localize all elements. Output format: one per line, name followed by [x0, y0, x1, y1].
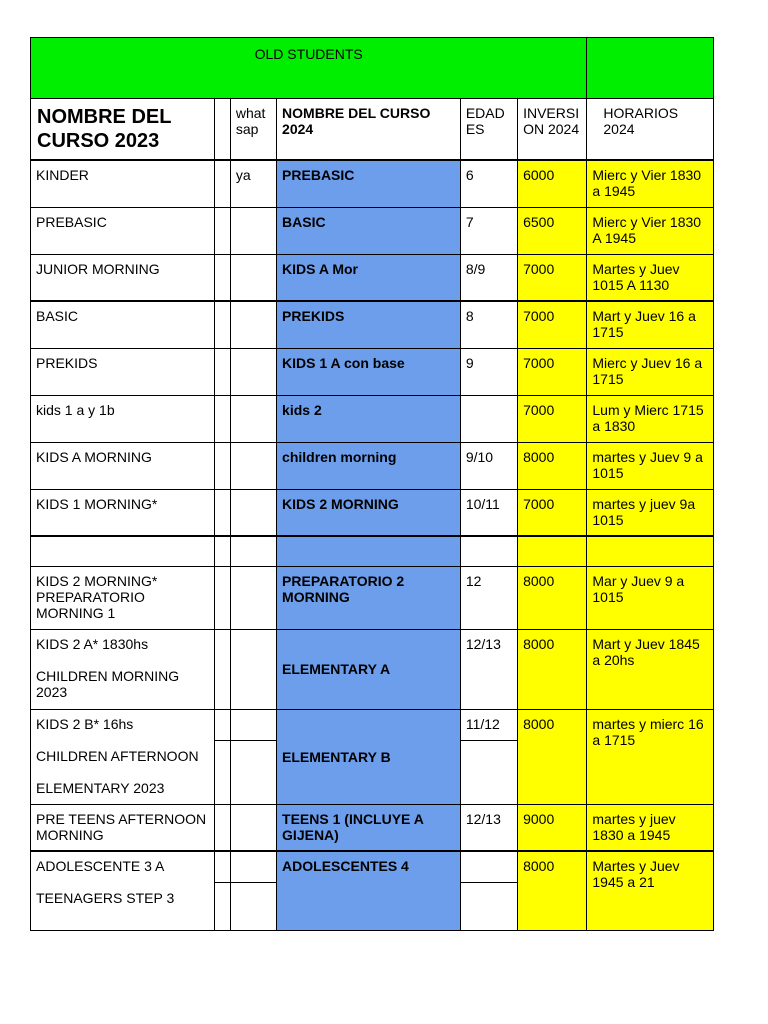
schedule: Lum y Mierc 1715 a 1830 [587, 395, 714, 442]
table-row [31, 442, 714, 489]
table-row [31, 348, 714, 395]
new-course: ELEMENTARY B [277, 709, 461, 804]
age: 11/12 [460, 709, 517, 740]
old-course: PREBASIC [31, 207, 215, 254]
schedule: Mierc y Vier 1830 A 1945 [587, 207, 714, 254]
old-course: PRE TEENS AFTERNOON MORNING [31, 804, 215, 851]
whatsap-status [230, 804, 276, 851]
age: 7 [460, 207, 517, 254]
schedule: Mart y Juev 1845 a 20hs [587, 629, 714, 709]
price: 7000 [518, 301, 587, 348]
new-course: kids 2 [277, 395, 461, 442]
schedule: Mierc y Juev 16 a 1715 [587, 348, 714, 395]
banner-corner [587, 38, 714, 99]
banner-title: OLD STUDENTS [254, 46, 363, 62]
whatsap-status [230, 395, 276, 442]
whatsap-status [230, 629, 276, 709]
header-course-2023: NOMBRE DEL CURSO 2023 [31, 99, 215, 161]
price: 9000 [518, 804, 587, 851]
whatsap-status [230, 709, 276, 740]
old-course-cell [31, 851, 215, 930]
new-course: KIDS 2 MORNING [277, 489, 461, 536]
old-course-note: CHILDREN MORNING 2023 [36, 667, 180, 700]
whatsap-status [230, 348, 276, 395]
table-row [31, 851, 714, 882]
whatsap-status: ya [230, 160, 276, 207]
header-course-2024: NOMBRE DEL CURSO 2024 [277, 99, 461, 161]
new-course: PREPARATORIO 2 MORNING [277, 566, 461, 629]
schedule: martes y juev 1830 a 1945 [587, 804, 714, 851]
whatsap-status [230, 566, 276, 629]
old-course: KIDS 2 A* 1830hs [36, 635, 149, 652]
age: 6 [460, 160, 517, 207]
price: 7000 [518, 489, 587, 536]
header-schedule: HORARIOS 2024 [587, 99, 714, 161]
price: 6500 [518, 207, 587, 254]
schedule: Mart y Juev 16 a 1715 [587, 301, 714, 348]
new-course: ELEMENTARY A [277, 629, 461, 709]
blank-cell [214, 442, 230, 489]
schedule: Martes y Juev 1015 A 1130 [587, 254, 714, 301]
blank-cell [214, 882, 230, 930]
blank-cell [214, 740, 230, 804]
whatsap-status [230, 489, 276, 536]
header-ages: EDAD ES [460, 99, 517, 161]
table-row [31, 207, 714, 254]
old-course: PREKIDS [31, 348, 215, 395]
blank-cell [214, 348, 230, 395]
whatsap-status [230, 301, 276, 348]
price: 7000 [518, 348, 587, 395]
price: 6000 [518, 160, 587, 207]
old-course: BASIC [31, 301, 215, 348]
price: 8000 [518, 566, 587, 629]
old-course: ADOLESCENTE 3 A [36, 858, 165, 874]
blank-cell [230, 882, 276, 930]
table-row [31, 395, 714, 442]
age: 12/13 [460, 804, 517, 851]
price: 8000 [518, 442, 587, 489]
old-course: KIDS 2 B* 16hs [36, 715, 134, 732]
old-course: KIDS A MORNING [31, 442, 215, 489]
schedule: Martes y Juev 1945 a 21 [587, 851, 714, 930]
table-row [31, 566, 714, 629]
age [460, 395, 517, 442]
course-table-sheet [30, 37, 714, 931]
price: 8000 [518, 851, 587, 930]
schedule: martes y Juev 9 a 1015 [587, 442, 714, 489]
whatsap-status [230, 254, 276, 301]
blank-cell [214, 207, 230, 254]
old-course: KIDS 2 MORNING* PREPARATORIO MORNING 1 [31, 566, 215, 629]
price: 8000 [518, 629, 587, 709]
new-course [277, 536, 461, 566]
age: 12 [460, 566, 517, 629]
old-course: KINDER [31, 160, 215, 207]
new-course: children morning [277, 442, 461, 489]
age: 8/9 [460, 254, 517, 301]
old-course: KIDS 1 MORNING* [31, 489, 215, 536]
new-course: PREBASIC [277, 160, 461, 207]
schedule: martes y mierc 16 a 1715 [587, 709, 714, 804]
age: 10/11 [460, 489, 517, 536]
table-row [31, 489, 714, 536]
old-course: kids 1 a y 1b [31, 395, 215, 442]
new-course: BASIC [277, 207, 461, 254]
schedule [587, 536, 714, 566]
blank-cell [214, 254, 230, 301]
old-course-cell [31, 709, 215, 804]
table-row [31, 301, 714, 348]
header-blank [214, 99, 230, 161]
blank-cell [214, 489, 230, 536]
header-investment: INVERSI ON 2024 [518, 99, 587, 161]
price: 7000 [518, 395, 587, 442]
schedule: martes y juev 9a 1015 [587, 489, 714, 536]
schedule: Mierc y Vier 1830 a 1945 [587, 160, 714, 207]
table-row [31, 160, 714, 207]
old-course-cell [31, 629, 215, 709]
course-table [30, 37, 714, 931]
blank-cell [214, 629, 230, 709]
age: 8 [460, 301, 517, 348]
header-row [31, 99, 714, 161]
table-row [31, 536, 714, 566]
old-course [31, 536, 215, 566]
price: 7000 [518, 254, 587, 301]
old-course-note: TEENAGERS STEP 3 [36, 890, 175, 906]
table-row [31, 629, 714, 709]
table-row [31, 709, 714, 740]
blank-cell [460, 882, 517, 930]
age [460, 536, 517, 566]
age: 12/13 [460, 629, 517, 709]
blank-cell [214, 536, 230, 566]
whatsap-status [230, 207, 276, 254]
whatsap-status [230, 851, 276, 882]
blank-cell [460, 740, 517, 804]
age: 9 [460, 348, 517, 395]
old-course-note: ELEMENTARY 2023 [36, 779, 165, 796]
blank-cell [214, 851, 230, 882]
blank-cell [214, 804, 230, 851]
new-course: PREKIDS [277, 301, 461, 348]
new-course: KIDS 1 A con base [277, 348, 461, 395]
price [518, 536, 587, 566]
blank-cell [214, 395, 230, 442]
price: 8000 [518, 709, 587, 804]
blank-cell [214, 566, 230, 629]
schedule: Mar y Juev 9 a 1015 [587, 566, 714, 629]
blank-cell [214, 301, 230, 348]
new-course: KIDS A Mor [277, 254, 461, 301]
old-course: JUNIOR MORNING [31, 254, 215, 301]
table-row [31, 254, 714, 301]
whatsap-status [230, 536, 276, 566]
old-course-note: CHILDREN AFTERNOON [36, 747, 199, 764]
header-whatsap: what sap [230, 99, 276, 161]
blank-cell [230, 740, 276, 804]
blank-cell [214, 160, 230, 207]
new-course: TEENS 1 (INCLUYE A GIJENA) [277, 804, 461, 851]
age: 9/10 [460, 442, 517, 489]
new-course: ADOLESCENTES 4 [277, 851, 461, 930]
age [460, 851, 517, 882]
blank-cell [214, 709, 230, 740]
whatsap-status [230, 442, 276, 489]
banner-cell [31, 38, 587, 99]
banner-row [31, 38, 714, 99]
table-row [31, 804, 714, 851]
